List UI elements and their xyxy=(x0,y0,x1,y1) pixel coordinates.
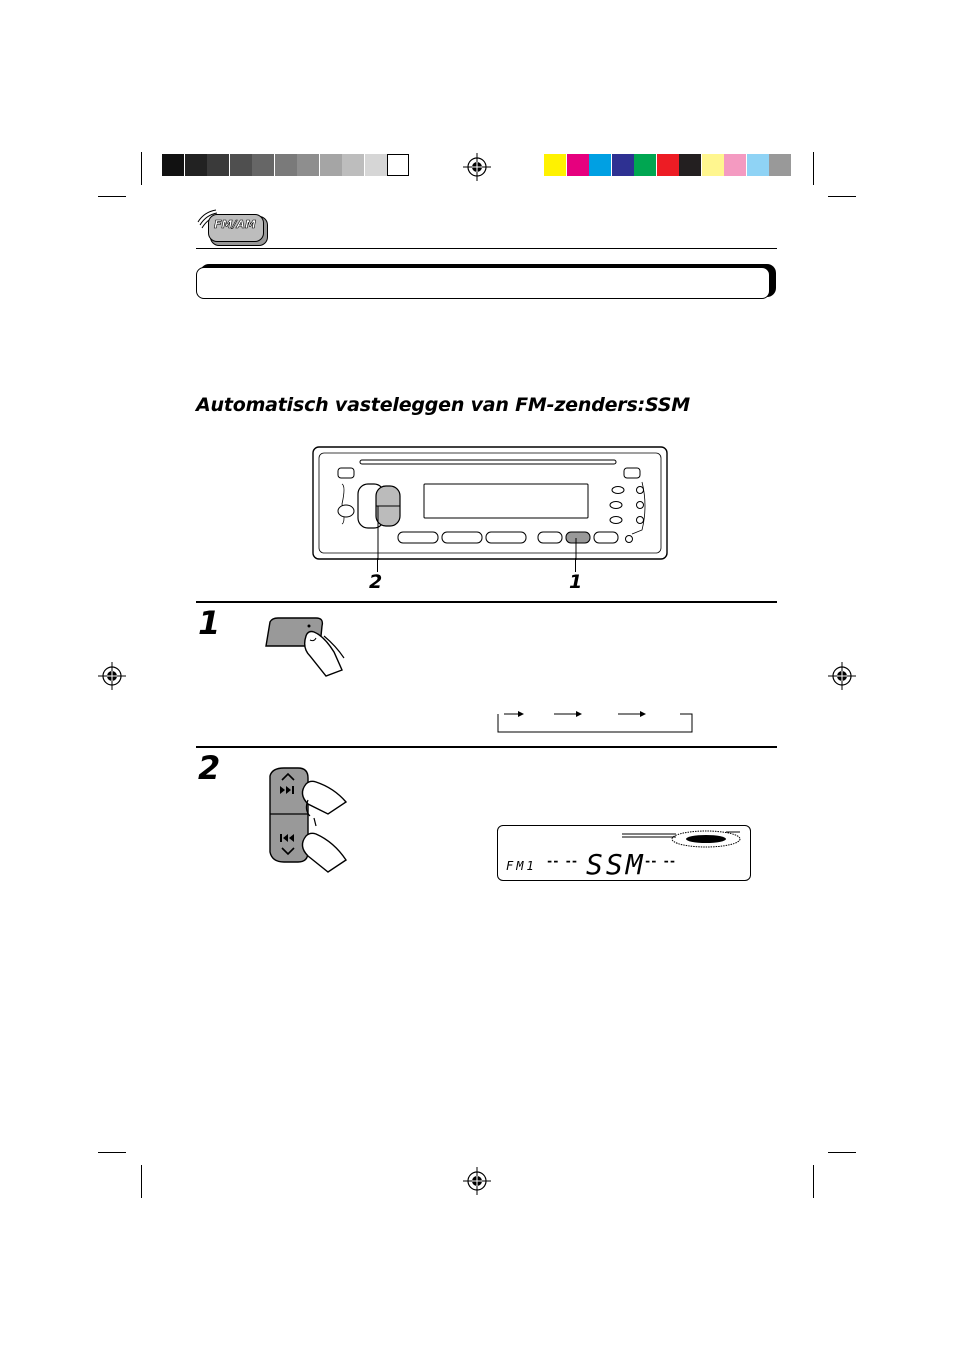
color-swatch xyxy=(589,154,611,176)
color-swatch xyxy=(252,154,274,176)
step-number: 2 xyxy=(198,749,221,787)
color-swatch xyxy=(365,154,387,176)
badge-label: FM/AM xyxy=(214,218,256,231)
callout-number: 2 xyxy=(369,571,383,593)
color-swatch xyxy=(612,154,634,176)
band-label: FM1 xyxy=(506,859,537,873)
color-swatch xyxy=(747,154,769,176)
lcd-dashes-left: -- -- xyxy=(546,854,578,868)
color-swatch xyxy=(544,154,566,176)
color-swatch xyxy=(679,154,701,176)
color-swatch xyxy=(297,154,319,176)
callout-number: 1 xyxy=(569,571,583,593)
color-swatch xyxy=(275,154,297,176)
color-swatch xyxy=(207,154,229,176)
color-swatch xyxy=(567,154,589,176)
color-swatch xyxy=(702,154,724,176)
registration-target-icon xyxy=(828,662,856,690)
lcd-main-text: SSM xyxy=(586,848,646,881)
fm-am-badge xyxy=(196,208,271,246)
step-divider xyxy=(196,746,777,748)
color-swatch xyxy=(320,154,342,176)
color-swatch xyxy=(230,154,252,176)
section-title: Automatisch vasteleggen van FM-zenders:SSM xyxy=(196,394,690,416)
step-divider xyxy=(196,601,777,603)
chapter-heading-box xyxy=(196,264,776,300)
registration-target-icon xyxy=(463,1167,491,1195)
color-swatch xyxy=(387,154,409,176)
color-swatch xyxy=(657,154,679,176)
mode-cycle-diagram xyxy=(496,706,696,736)
lcd-display xyxy=(497,825,751,881)
color-swatch xyxy=(769,154,791,176)
step-number: 1 xyxy=(198,604,221,642)
color-swatch xyxy=(724,154,746,176)
color-swatch xyxy=(162,154,184,176)
registration-target-icon xyxy=(463,153,491,181)
header-rule xyxy=(196,248,777,249)
registration-target-icon xyxy=(98,662,126,690)
press-and-hold-illustration xyxy=(264,766,354,880)
color-swatch xyxy=(185,154,207,176)
press-button-illustration xyxy=(264,616,354,682)
color-swatch xyxy=(342,154,364,176)
color-swatch xyxy=(634,154,656,176)
car-stereo-faceplate xyxy=(312,446,668,560)
lcd-dashes-right: -- -- xyxy=(644,854,676,868)
